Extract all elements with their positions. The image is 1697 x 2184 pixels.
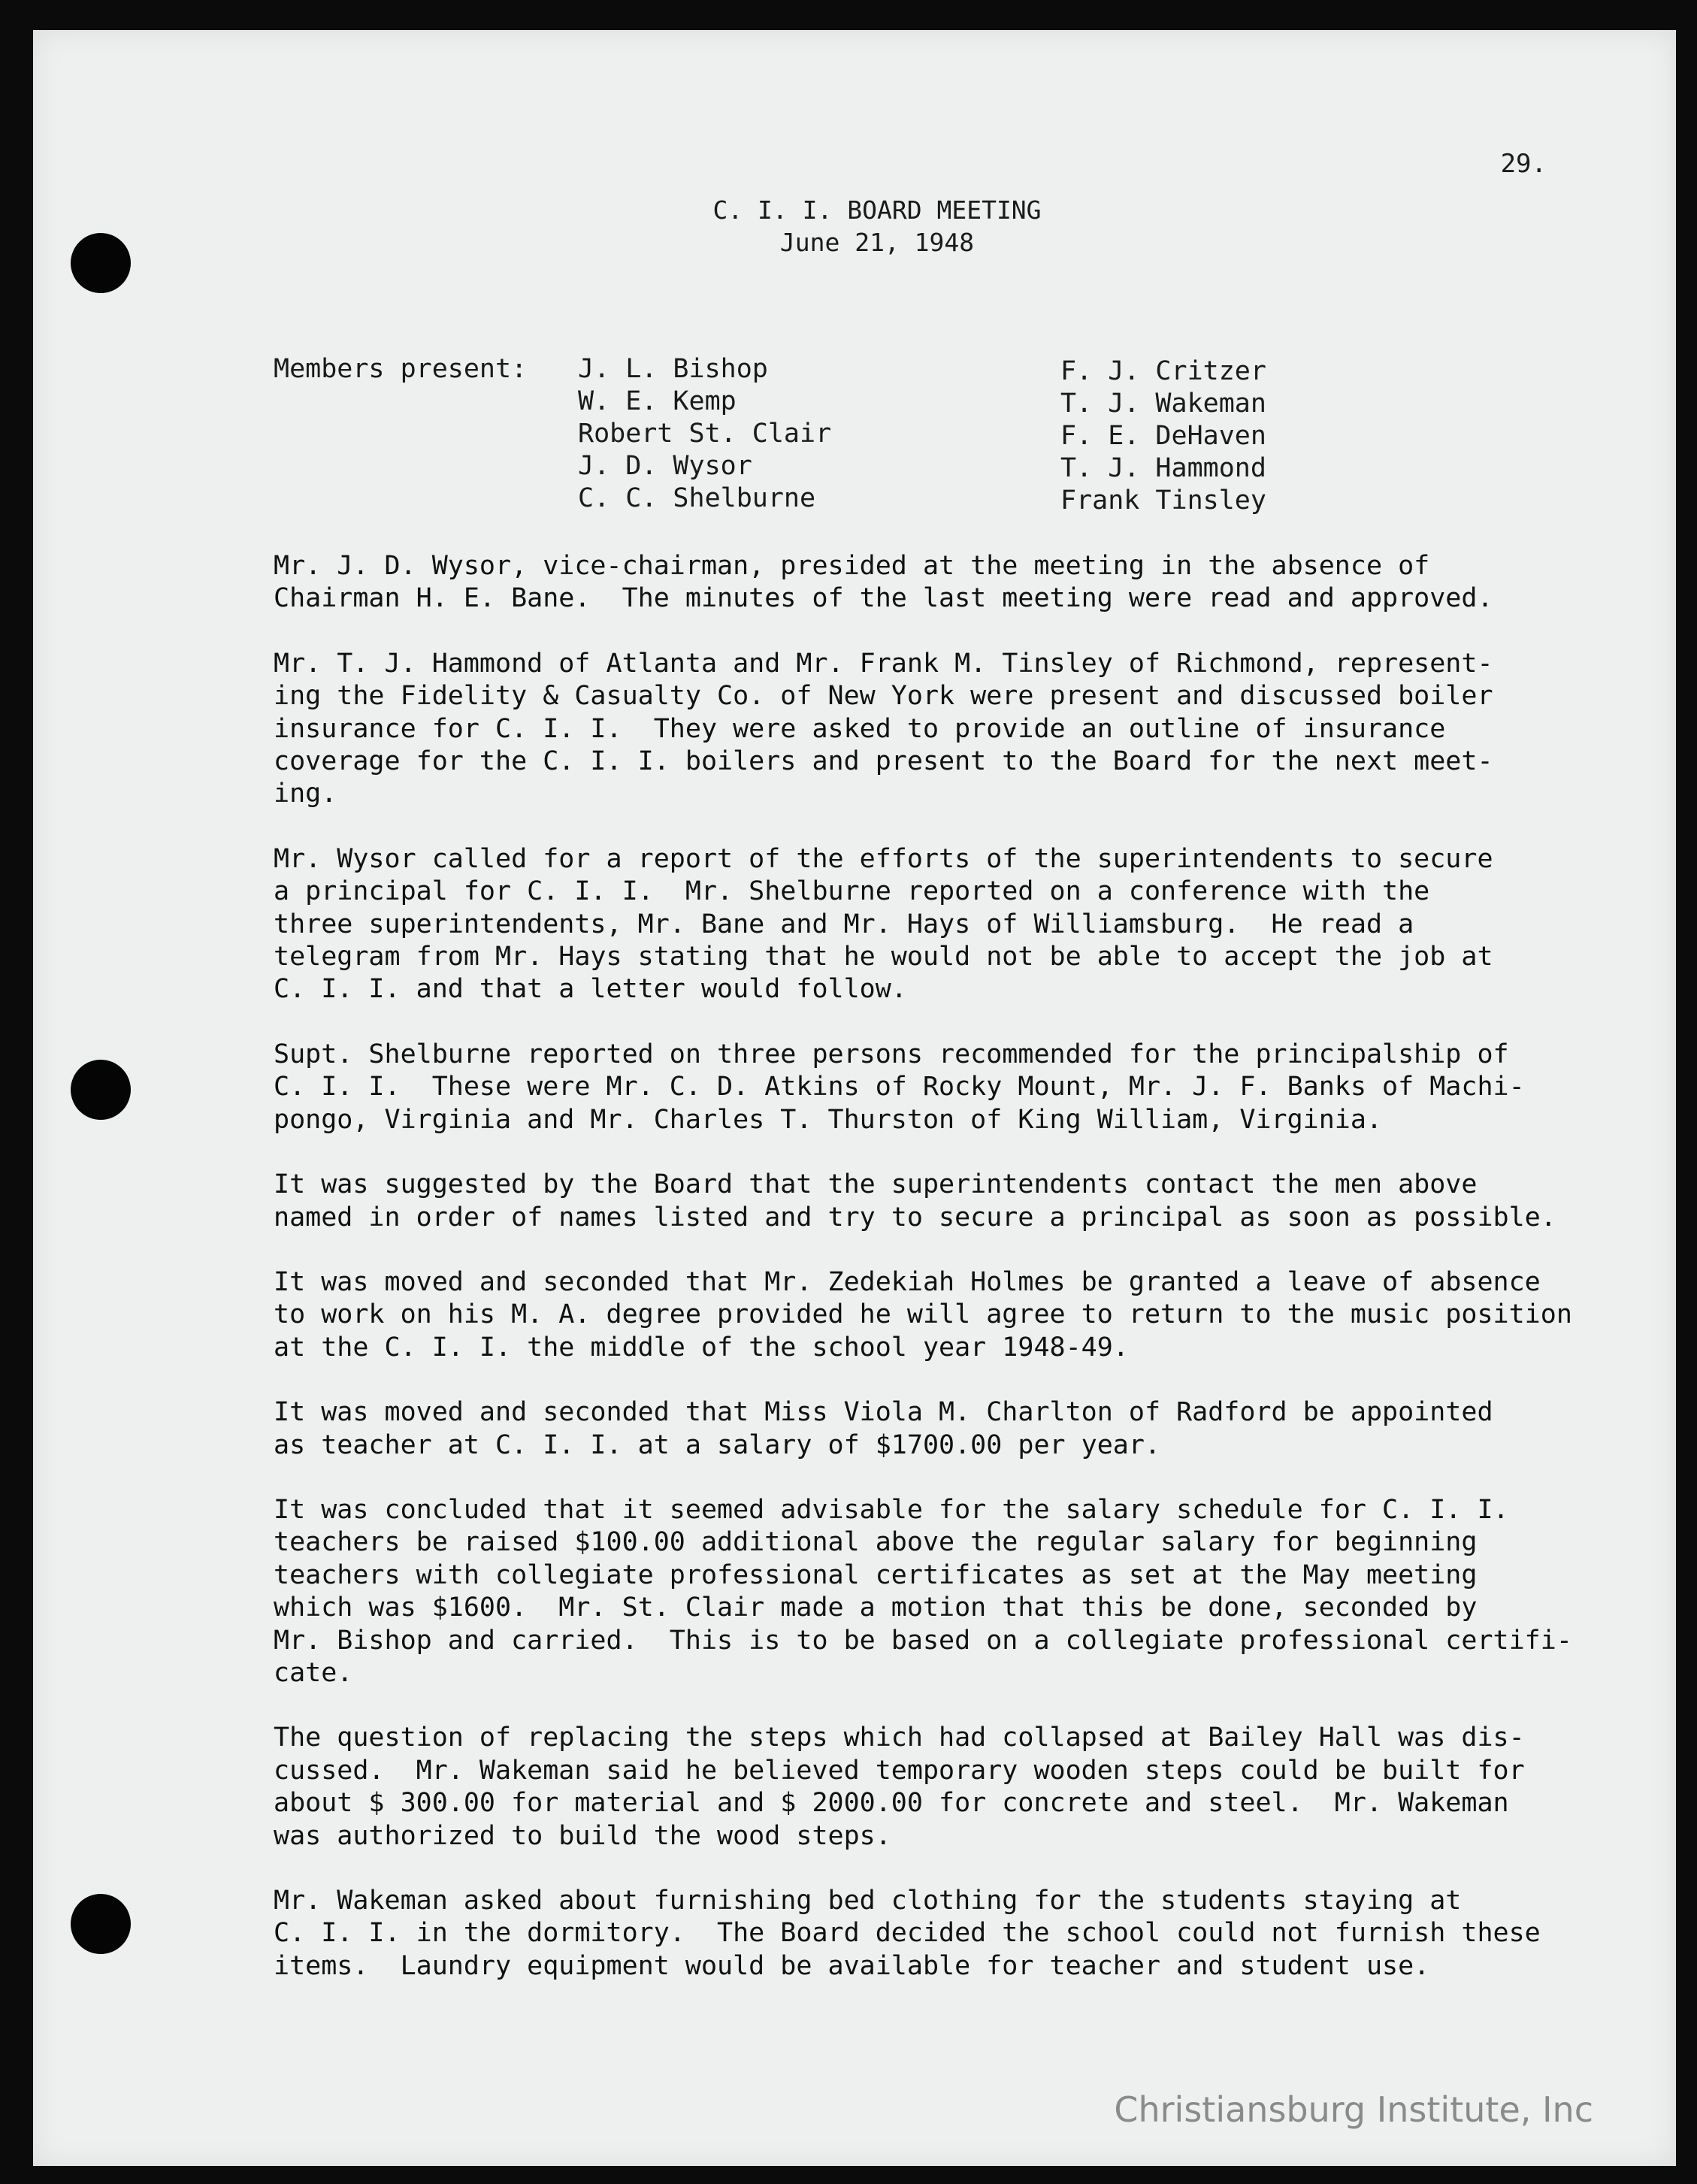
- document-page: [33, 30, 1676, 2166]
- paragraph-bed-clothing: Mr. Wakeman asked about furnishing bed clothing for the students staying at C. I. I. in the dormitory. The Board decided the school could not furnish these items. Laundry equipment would be available for teacher and student use.: [274, 1886, 1541, 1981]
- member-name: C. C. Shelburne: [578, 483, 816, 513]
- punch-hole-bottom: [71, 1894, 131, 1954]
- paragraph-boiler-insurance: Mr. T. J. Hammond of Atlanta and Mr. Frank M. Tinsley of Richmond, represent- ing the Fidelity & Casualty Co. of New York were present and discussed boiler insurance for C. I. I. They were asked to provide an outline of insurance coverage for the C. I. I. boilers and present to the Board for the next meet- ing.: [274, 648, 1493, 809]
- punch-hole-middle: [71, 1060, 131, 1120]
- members-column-2: [1060, 355, 1266, 517]
- member-name: J. D. Wysor: [578, 451, 752, 481]
- document-title: C. I. I. BOARD MEETING: [712, 195, 1042, 225]
- member-name: W. E. Kemp: [578, 386, 737, 416]
- member-name: F. J. Critzer: [1060, 356, 1266, 386]
- member-name: T. J. Wakeman: [1060, 389, 1266, 419]
- paragraph-presiding: Mr. J. D. Wysor, vice-chairman, presided at the meeting in the absence of Chairman H. E. Bane. The minutes of the last meeting were read and approved.: [274, 551, 1493, 614]
- paragraph-bailey-hall-steps: The question of replacing the steps which had collapsed at Bailey Hall was dis- cussed. Mr. Wakeman said he believed temporary wooden steps could be built for about $ 300.00 for material and $ 2000.00 for concrete and steel. Mr. Wakeman was authorized to build the wood steps.: [274, 1723, 1525, 1851]
- member-name: Robert St. Clair: [578, 419, 832, 449]
- paragraph-recommendations: Supt. Shelburne reported on three persons recommended for the principalship of C. I. I. These were Mr. C. D. Atkins of Rocky Mount, Mr. J. F. Banks of Machi- pongo, Virginia and Mr. Charles T. Thurston of King William, Virginia.: [274, 1039, 1525, 1135]
- member-name: Frank Tinsley: [1060, 486, 1266, 516]
- paragraph-salary-schedule: It was concluded that it seemed advisable for the salary schedule for C. I. I. teachers be raised $100.00 additional above the regular salary for beginning teachers with collegiate professional certificates as set at the May meeting which was $1600. Mr. St. Clair made a motion that this be done, seconded by Mr. Bishop and carried. This is to be based on a collegiate professional certifi- cate.: [274, 1494, 1572, 1688]
- meeting-date: June 21, 1948: [779, 228, 975, 257]
- paragraph-board-suggestion: It was suggested by the Board that the superintendents contact the men above named in order of names listed and try to secure a principal as soon as possible.: [274, 1169, 1556, 1233]
- members-column-1: [578, 353, 831, 515]
- watermark: Christiansburg Institute, Inc: [1114, 2089, 1593, 2130]
- member-name: J. L. Bishop: [578, 354, 768, 384]
- minutes-body: [274, 550, 1656, 2015]
- paragraph-teacher-appointment: It was moved and seconded that Miss Viola M. Charlton of Radford be appointed as teacher at C. I. I. at a salary of $1700.00 per year.: [274, 1397, 1493, 1460]
- page-number: 29.: [1500, 149, 1547, 179]
- document-header: [33, 194, 1676, 259]
- member-name: F. E. DeHaven: [1060, 421, 1266, 451]
- member-name: T. J. Hammond: [1060, 453, 1266, 483]
- paragraph-leave-of-absence: It was moved and seconded that Mr. Zedekiah Holmes be granted a leave of absence to work on his M. A. degree provided he will agree to return to the music position at the C. I. I. the middle of the school year 1948-49.: [274, 1266, 1572, 1363]
- members-label: Members present:: [274, 354, 528, 384]
- paragraph-principal-search: Mr. Wysor called for a report of the efforts of the superintendents to secure a principal for C. I. I. Mr. Shelburne reported on a conference with the three superintendents, Mr. Bane and Mr. Hays of Williamsburg. He read a telegram from Mr. Hays stating that he would not be able to accept the job at C. I. I. and that a letter would follow.: [274, 843, 1493, 1005]
